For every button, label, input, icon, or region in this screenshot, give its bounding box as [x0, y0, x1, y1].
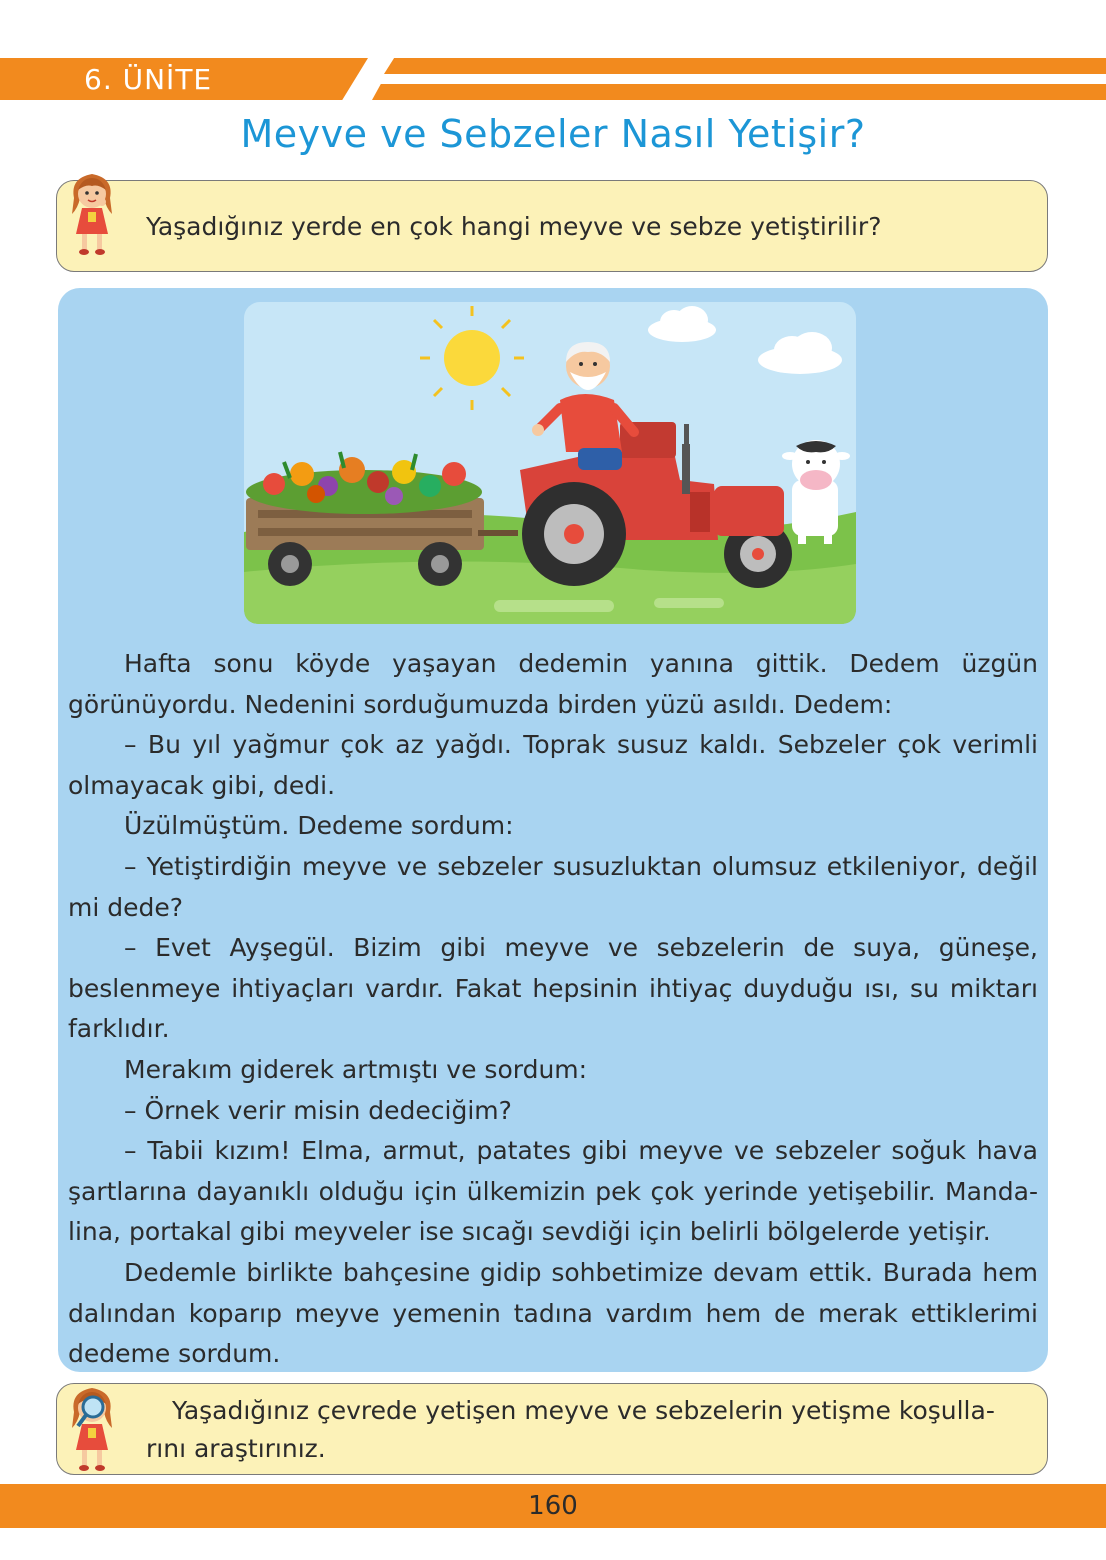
story-paragraph: Merakım giderek artmıştı ve sordum:	[124, 1054, 588, 1084]
magnifier-girl-icon	[62, 1382, 122, 1474]
story-paragraph: – Evet Ayşegül. Bizim gibi meyve ve sebzelerin de suya, güneşe, beslenmeye ihtiyaçları vardır. Fakat hepsinin ihtiyaç duyduğu ısı, su miktarı farklıdır.	[68, 933, 1038, 1044]
question-bottom-text	[120, 1392, 1020, 1468]
farmer-tractor-illustration	[244, 302, 856, 624]
question-bottom-line2: rını araştırınız.	[146, 1434, 326, 1463]
page-number: 160	[528, 1491, 578, 1521]
header-stripe-bottom	[372, 84, 1106, 100]
story-paragraph: – Tabii kızım! Elma, armut, patates gibi meyve ve sebzeler soğuk hava şartlarına dayanıklı olduğu için ülkemizin pek çok yerinde yetişebilir. Manda-	[68, 1136, 1038, 1206]
story-paragraph: – Örnek verir misin dedeciğim?	[124, 1095, 512, 1125]
question-bottom-line1: Yaşadığınız çevrede yetişen meyve ve sebzelerin yetişme koşulla-	[172, 1396, 995, 1425]
story-paragraph: – Bu yıl yağmur çok az yağdı. Toprak susuz kaldı. Sebzeler çok verimli olmayacak gibi, dedi.	[68, 730, 1038, 800]
story-paragraph: lina, portakal gibi meyveler ise sıcağı sevdiği için belirli bölgelerde yetişir.	[68, 1217, 991, 1247]
story-text	[68, 644, 1038, 1375]
story-paragraph: – Yetiştirdiğin meyve ve sebzeler susuzluktan olumsuz etkileniyor, değil mi dede?	[68, 851, 1038, 922]
question-top-text: Yaşadığınız yerde en çok hangi meyve ve sebze yetiştirilir?	[146, 212, 882, 241]
thinking-girl-icon	[62, 168, 122, 258]
unit-label: 6. ÜNİTE	[84, 63, 213, 96]
page-title: Meyve ve Sebzeler Nasıl Yetişir?	[240, 112, 866, 156]
story-paragraph: Üzülmüştüm. Dedeme sordum:	[124, 811, 514, 841]
story-paragraph: Hafta sonu köyde yaşayan dedemin yanına gittik. Dedem üzgün görünüyordu. Nedenini sorduğumuzda birden yüzü asıldı. Dedem:	[68, 649, 1038, 719]
story-paragraph: Dedemle birlikte bahçesine gidip sohbetimize devam ettik. Burada hem dalından koparıp meyve yemenin tadına vardım hem de merak ettiklerimi dedeme sordum.	[68, 1257, 1038, 1369]
header-stripe-top	[384, 58, 1106, 74]
